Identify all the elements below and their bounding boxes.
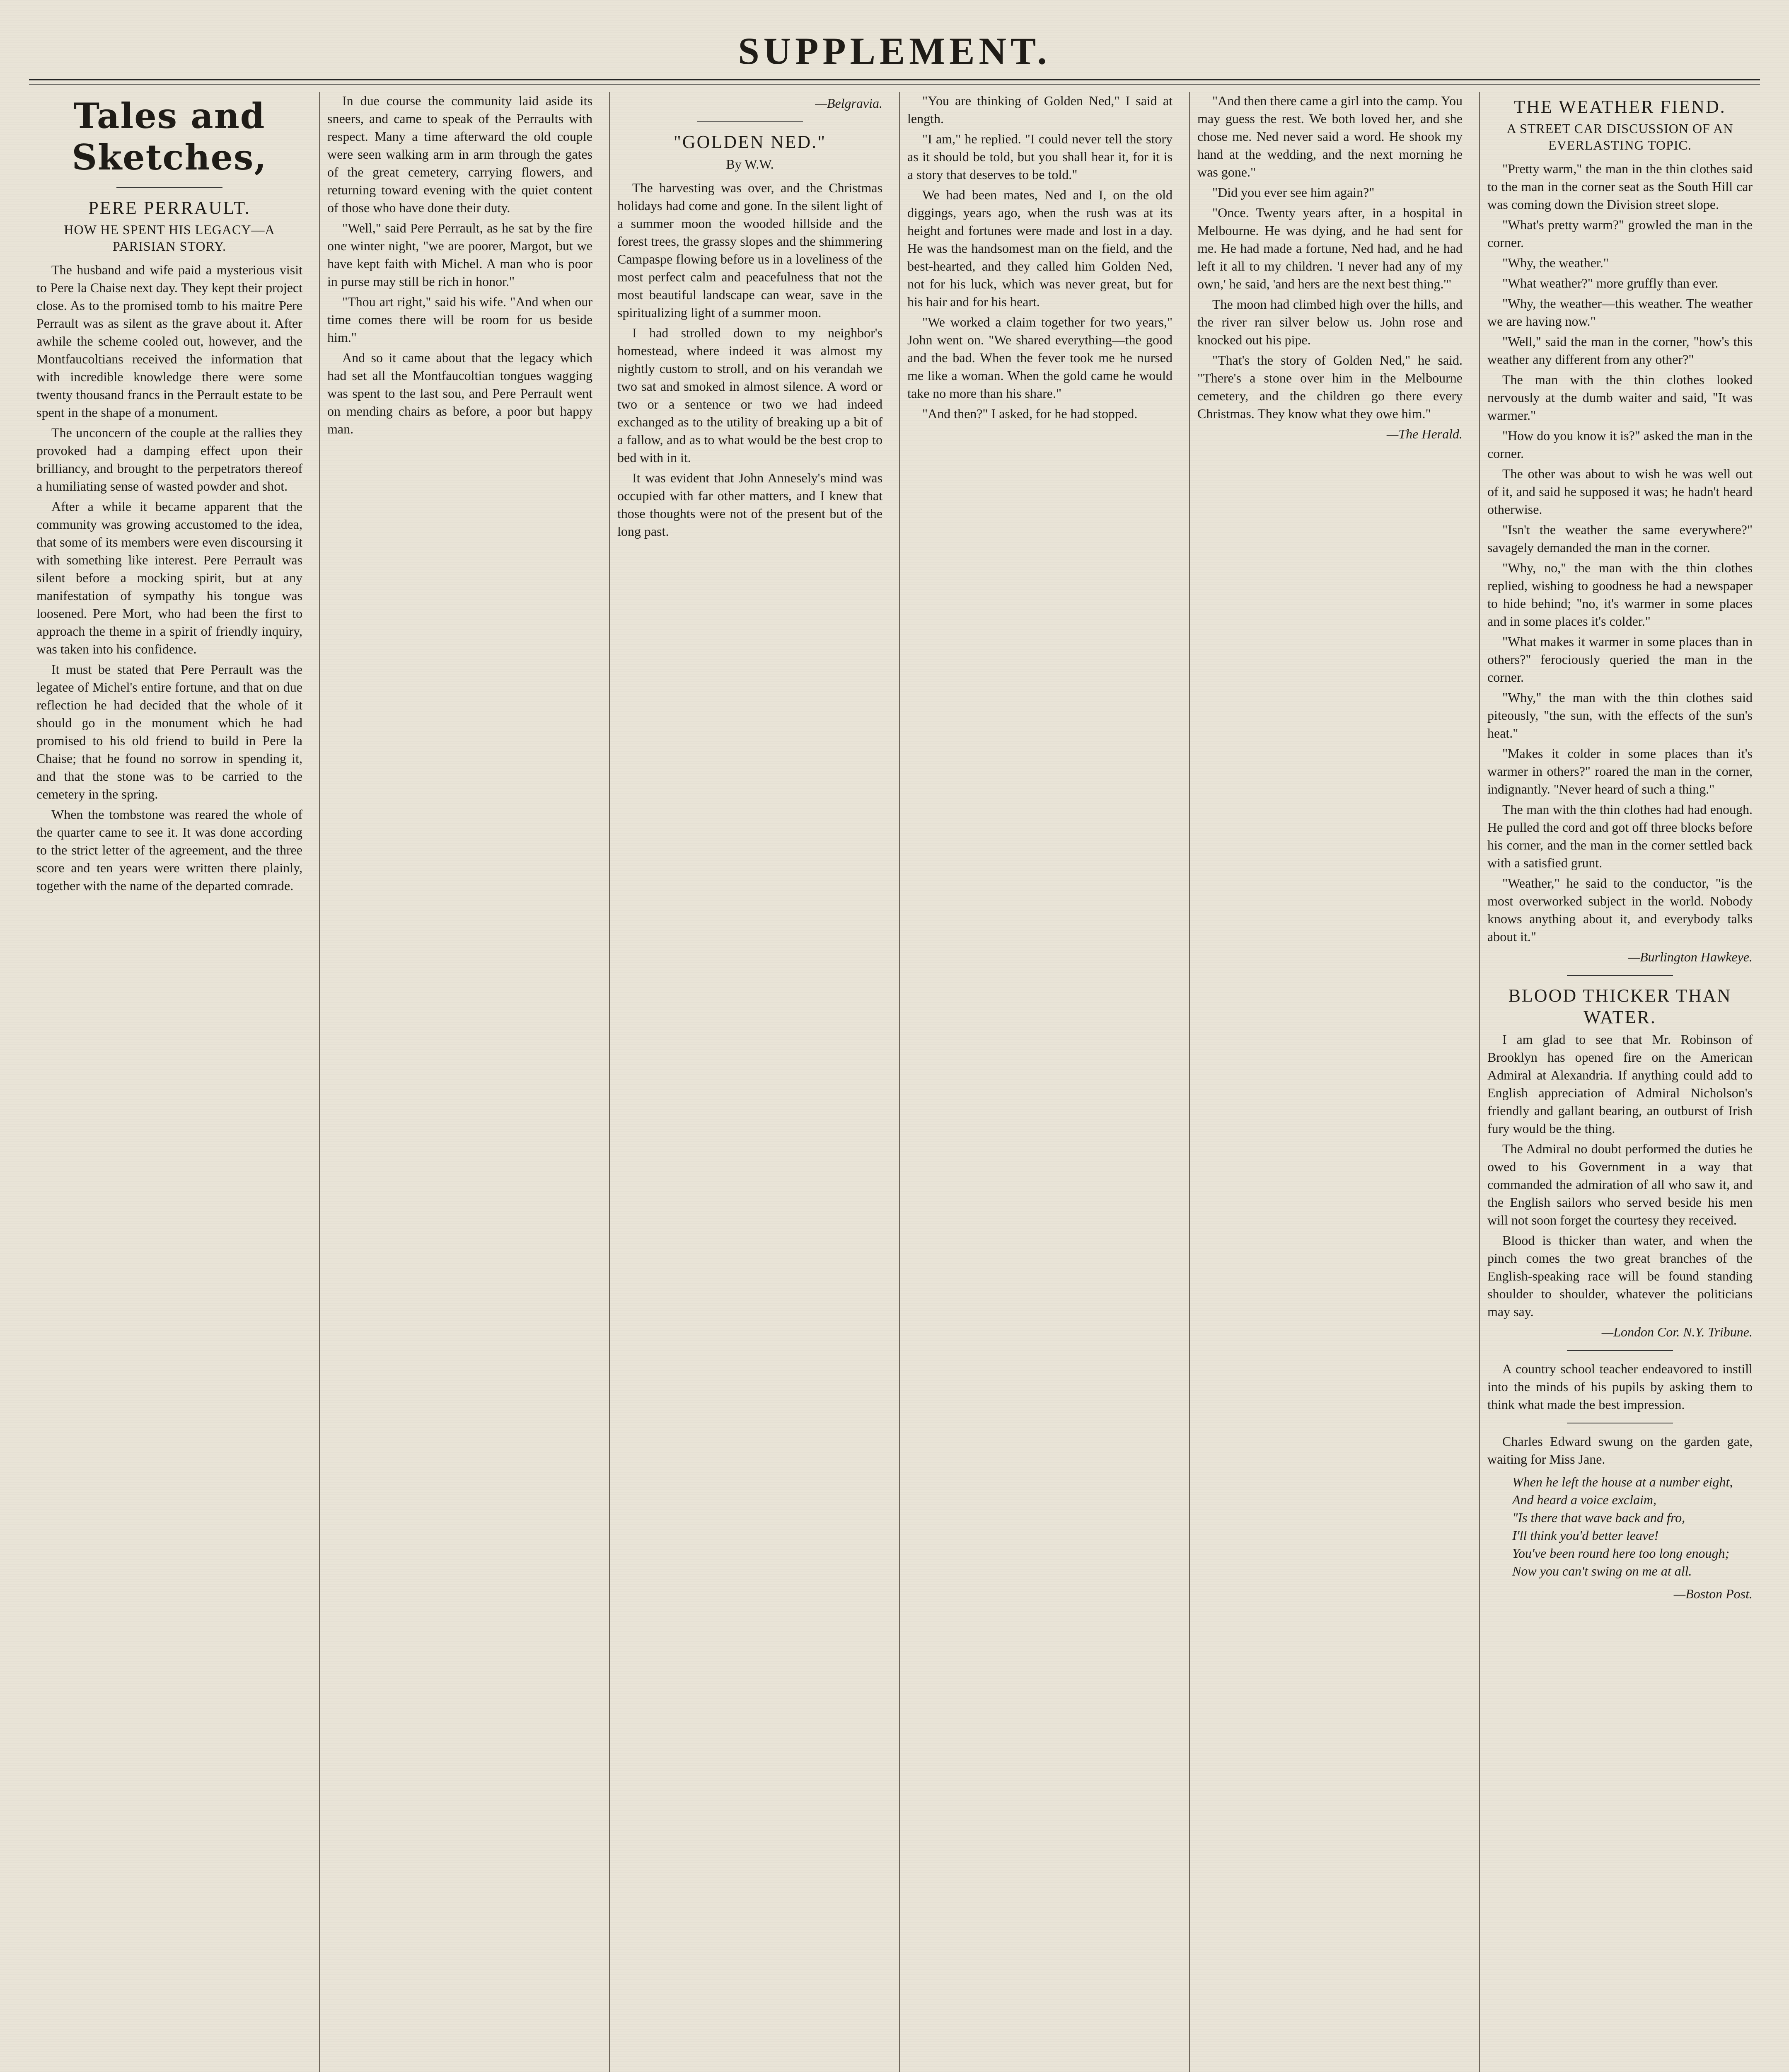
poem-line: When he left the house at a number eight,	[1512, 1474, 1733, 1489]
story-subtitle-pere-perrault: HOW HE SPENT HIS LEGACY—A PARISIAN STORY.	[64, 222, 275, 254]
paragraph: "Well," said Pere Perrault, as he sat by the fire one winter night, "we are poorer, Margot, but we have kept faith with Michel. A man who is poor in purse may still be rich in honor."	[327, 220, 592, 289]
paragraph: "We worked a claim together for two years," John went on. "We shared everything—the good and the bad. When the fever took me he nursed me like a woman. When the gold came he would take no more than his share."	[907, 315, 1173, 401]
paragraph: It must be stated that Pere Perrault was the legatee of Michel's entire fortune, and that on due reflection he had decided that the whole of it should go in the monument which he had promised to his old friend to build in Pere la Chaise; that he found no sorrow in spending it, and that the stone was to be carried to the cemetery in the spring.	[36, 662, 302, 801]
story-title-pere-perrault: PERE PERRAULT.	[88, 198, 251, 218]
paragraph: "What weather?" more gruffly than ever.	[1502, 276, 1719, 290]
paragraph: "Thou art right," said his wife. "And when our time comes there will be room for us beside him."	[327, 294, 592, 345]
paragraph: "Why, the weather."	[1502, 255, 1609, 270]
signoff-boston-post: —Boston Post.	[1673, 1586, 1753, 1601]
paragraph: "And then there came a girl into the camp. You may guess the rest. We both loved her, and she chose me. Ned never said a word. He shook my hand at the wedding, and the next morning he was gone."	[1197, 93, 1463, 179]
poem-line: And heard a voice exclaim,	[1512, 1492, 1657, 1507]
paragraph: "Did you ever see him again?"	[1212, 185, 1375, 200]
poem-line: You've been round here too long enough;	[1512, 1546, 1730, 1561]
column-3	[609, 92, 890, 2072]
paragraph: "Once. Twenty years after, in a hospital in Melbourne. He was dying, and he had sent for me. He had made a fortune, Ned had, and he had left it all to my children. 'I never had any of my own,' he said, 'and hers are the next best thing.'"	[1197, 205, 1463, 291]
paragraph: The unconcern of the couple at the rallies they provoked had a damping effect upon their brilliancy, and brought to the perpetrators thereof a humiliating sense of wasted powder and shot.	[36, 425, 302, 494]
paragraph: When the tombstone was reared the whole of the quarter came to see it. It was done according to the strict letter of the agreement, and the three score and ten years were written there plainly, together with the name of the departed comrade.	[36, 807, 302, 893]
divider	[697, 121, 803, 122]
divider	[1567, 1350, 1673, 1351]
page-title: SUPPLEMENT.	[738, 30, 1051, 72]
paragraph: In due course the community laid aside its sneers, and came to speak of the Perraults with respect. Many a time afterward the old couple were seen walking arm in arm through the gates of the great cemetery, carrying flowers, and returning toward evening with the quiet content of those who have done their duty.	[327, 93, 592, 215]
poem-line: "Is there that wave back and fro,	[1512, 1510, 1685, 1525]
paragraph: "Weather," he said to the conductor, "is the most overworked subject in the world. Nobody knows anything about it, and everybody talks about it."	[1487, 876, 1753, 944]
paragraph: We had been mates, Ned and I, on the old diggings, years ago, when the rush was at its height and fortunes were made and lost in a day. He was the handsomest man on the field, and the best-hearted, and they called him Golden Ned, not for his luck, which was never great, but for his hair and for his heart.	[907, 187, 1173, 309]
paragraph: "That's the story of Golden Ned," he said. "There's a stone over him in the Melbourne cemetery, and the children go there every Christmas. They know what they owe him."	[1197, 353, 1463, 421]
paragraph: The man with the thin clothes looked nervously at the dumb waiter and said, "It was warmer."	[1487, 372, 1753, 423]
paragraph: "You are thinking of Golden Ned," I said at length.	[907, 93, 1173, 126]
paragraph: The husband and wife paid a mysterious visit to Pere la Chaise next day. They kept their project close. As to the promised tomb to his maitre Pere Perrault was as silent as the grave about it. After awhile the scheme cooled out, however, and the Montfaucoltians received the information that with incredible knowledge there were some twenty thousand francs in the Perrault estate to be spent in the shape of a monument.	[36, 262, 302, 420]
poem-line: Now you can't swing on me at all.	[1512, 1564, 1692, 1578]
divider	[1567, 975, 1673, 976]
paragraph: "What's pretty warm?" growled the man in the corner.	[1487, 217, 1753, 250]
paragraph: "What makes it warmer in some places than in others?" ferociously queried the man in the corner.	[1487, 634, 1753, 685]
paragraph: "Why," the man with the thin clothes said piteously, "the sun, with the effects of the sun's heat."	[1487, 690, 1753, 741]
paragraph: I am glad to see that Mr. Robinson of Brooklyn has opened fire on the American Admiral at Alexandria. If anything could add to English appreciation of Admiral Nicholson's friendly and gallant bearing, an outburst of Irish fury would be the thing.	[1487, 1032, 1753, 1136]
byline: By W.W.	[726, 157, 774, 172]
column-1	[29, 92, 310, 2072]
paragraph: "How do you know it is?" asked the man in the corner.	[1487, 428, 1753, 461]
signoff-burlington: —Burlington Hawkeye.	[1628, 949, 1753, 964]
header-rule	[29, 79, 1760, 85]
paragraph: "Makes it colder in some places than it's warmer in others?" roared the man in the corner, indignantly. "Never heard of such a thing."	[1487, 746, 1753, 796]
story-title-golden-ned: "GOLDEN NED."	[673, 132, 827, 152]
paragraph: "And then?" I asked, for he had stopped.	[922, 406, 1138, 421]
paragraph: After a while it became apparent that the community was growing accustomed to the idea, that some of its members were even discoursing it with something like interest. Pere Perrault was silent before a mocking spirit, but at any manifestation of sympathy his tongue was loosened. Pere Mort, who had been the first to approach the theme in a spirit of friendly inquiry, was taken into his confidence.	[36, 499, 302, 656]
masthead	[29, 25, 1760, 75]
signoff-belgravia: —Belgravia.	[815, 96, 882, 111]
column-6	[1479, 92, 1760, 2072]
paragraph: "Why, the weather—this weather. The weather we are having now."	[1487, 296, 1753, 329]
column-4	[899, 92, 1180, 2072]
column-5	[1189, 92, 1470, 2072]
paragraph: "I am," he replied. "I could never tell the story as it should be told, but you shall hear it, for it is a story that deserves to be told."	[907, 131, 1173, 182]
paragraph: The other was about to wish he was well out of it, and said he supposed it was; he hadn't heard otherwise.	[1487, 466, 1753, 517]
paragraph: "Pretty warm," the man in the thin clothes said to the man in the corner seat as the South Hill car was coming down the Division street slope.	[1487, 161, 1753, 212]
paragraph: I had strolled down to my neighbor's homestead, where indeed it was almost my nightly custom to stroll, and on his verandah we two sat and smoked in almost silence. A word or two or a sentence or two we had indeed exchanged as to the utility of breaking up a bit of a fallow, and as to what would be the best crop to bed with in it.	[617, 325, 882, 465]
poem	[1487, 1473, 1753, 1580]
column-2	[319, 92, 600, 2072]
paragraph: Blood is thicker than water, and when the pinch comes the two great branches of the English-speaking race will be found standing shoulder to shoulder, whatever the politicians may say.	[1487, 1233, 1753, 1319]
poem-line: I'll think you'd better leave!	[1512, 1528, 1659, 1543]
columns	[29, 92, 1760, 2072]
paragraph: A country school teacher endeavored to instill into the minds of his pupils by asking them to think what made the best impression.	[1487, 1361, 1753, 1412]
paragraph: The Admiral no doubt performed the duties he owed to his Government in a way that commanded the admiration of all who saw it, and the English sailors who served beside his men will not soon forget the courtesy they received.	[1487, 1141, 1753, 1227]
paragraph: The harvesting was over, and the Christmas holidays had come and gone. In the silent light of a summer moon the wooded hillside and the forest trees, the grassy slopes and the shimmering Campaspe flowing before us in a loveliness of the most perfect calm and peacefulness that not the most beautiful landscape can wear, save in the spiritualizing light of a summer moon.	[617, 180, 882, 320]
story-subtitle-weather-fiend: A STREET CAR DISCUSSION OF AN EVERLASTING TOPIC.	[1506, 121, 1733, 152]
paragraph: It was evident that John Annesely's mind was occupied with far other matters, and I knew that those thoughts were not of the present but of the long past.	[617, 470, 882, 539]
signoff-herald: —The Herald.	[1386, 426, 1463, 441]
story-title-blood-thicker: BLOOD THICKER THAN WATER.	[1508, 985, 1732, 1027]
section-heading-tales: Tales and Sketches,	[72, 95, 267, 178]
paragraph: "Why, no," the man with the thin clothes replied, wishing to goodness he had a newspaper to hide behind; "no, it's warmer in some places and in some places it's colder."	[1487, 560, 1753, 629]
paragraph: The moon had climbed high over the hills, and the river ran silver below us. John rose and knocked out his pipe.	[1197, 297, 1463, 347]
signoff-london-cor: —London Cor. N.Y. Tribune.	[1601, 1324, 1753, 1339]
paragraph: "Well," said the man in the corner, "how's this weather any different from any other?"	[1487, 334, 1753, 367]
paragraph: The man with the thin clothes had had enough. He pulled the cord and got off three blocks before his corner, and the man in the corner settled back with a satisfied grunt.	[1487, 802, 1753, 870]
divider	[116, 187, 223, 188]
story-title-weather-fiend: THE WEATHER FIEND.	[1514, 97, 1726, 117]
paragraph: And so it came about that the legacy which had set all the Montfaucoltian tongues wagging was spent to the last sou, and Pere Perrault went on mending chairs as before, a poor but happy man.	[327, 350, 592, 436]
paragraph: Charles Edward swung on the garden gate, waiting for Miss Jane.	[1487, 1434, 1753, 1467]
paragraph: "Isn't the weather the same everywhere?" savagely demanded the man in the corner.	[1487, 522, 1753, 555]
